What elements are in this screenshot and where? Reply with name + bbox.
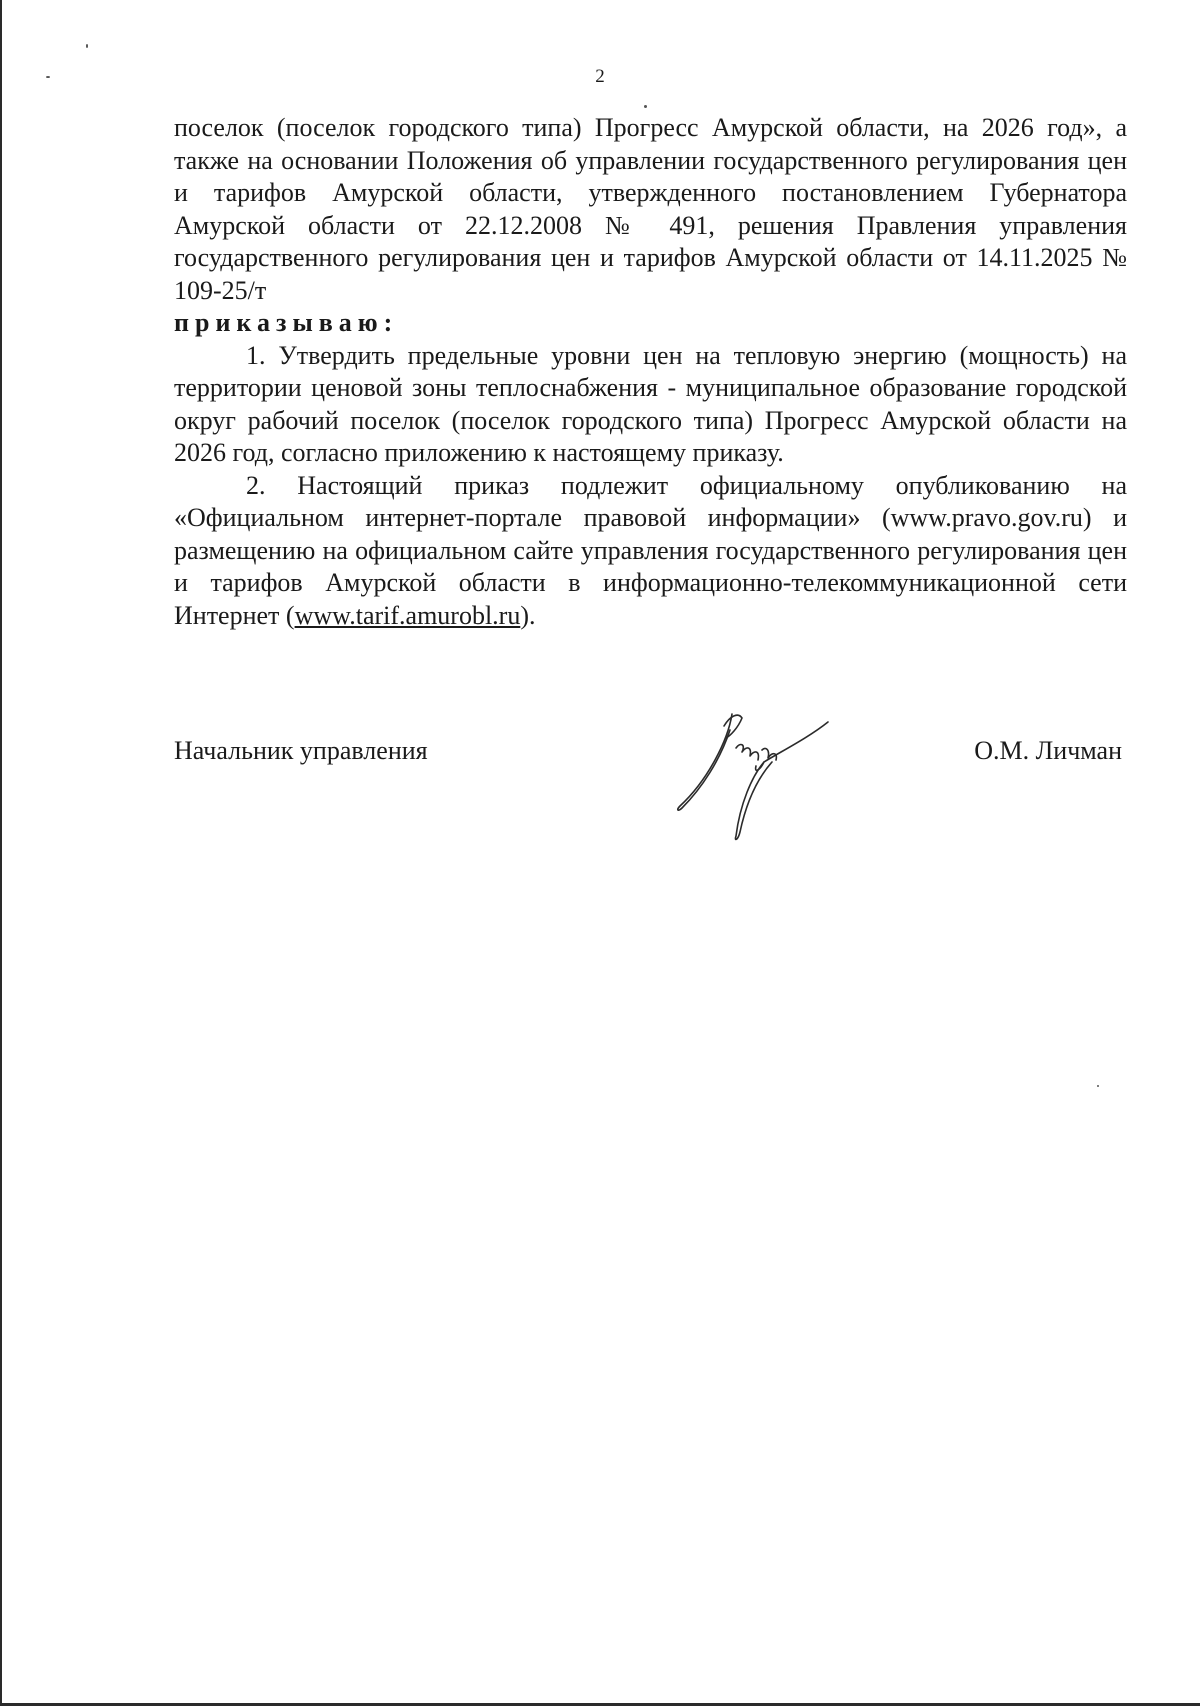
scan-speck [644,105,647,108]
order-paragraph [174,307,1127,340]
item-1-paragraph: 1. Утвердить предельные уровни цен на тепловую энергию (мощность) на территории ценовой зоны теплоснабжения - муниципальное образование городской округ рабочий поселок (поселок городского типа) Прогресс Амурской области на 2026 год, согласно приложению к настоящему приказу. [174,340,1127,467]
handwritten-signature [668,700,848,850]
item-2-text: 2. Настоящий приказ подлежит официальному опубликованию на «Официальном интернет-портале правовой информации» (www.pravo.gov.ru) и размещению на официальном сайте управления государственного регулирования цен и тарифов Амурской области в информационно-телекоммуникационной сети Интернет ( [174,470,1127,630]
intro-paragraph: поселок (поселок городского типа) Прогресс Амурской области, на 2026 год», а также на основании Положения об управлении государственного регулирования цен и тарифов Амурской области, утвержденного постановлением Губернатора Амурской области от 22.12.2008 № 491, решения Правления управления государственного регулирования цен и тарифов Амурской области от 14.11.2025 № 109-25/т [174,113,1127,305]
order-word: приказываю: [174,308,399,337]
tarif-site-link[interactable]: www.tarif.amurobl.ru [294,600,521,630]
item-2-end: ). [520,600,536,630]
scan-speck [1097,1085,1099,1087]
scan-edge-left [0,0,2,1706]
signatory-name: О.М. Личман [974,736,1122,765]
page-number: 2 [595,66,605,87]
signatory-title: Начальник управления [174,736,428,765]
item-2-paragraph [174,470,1127,633]
document-body [174,112,1127,632]
scan-speck [86,44,88,48]
